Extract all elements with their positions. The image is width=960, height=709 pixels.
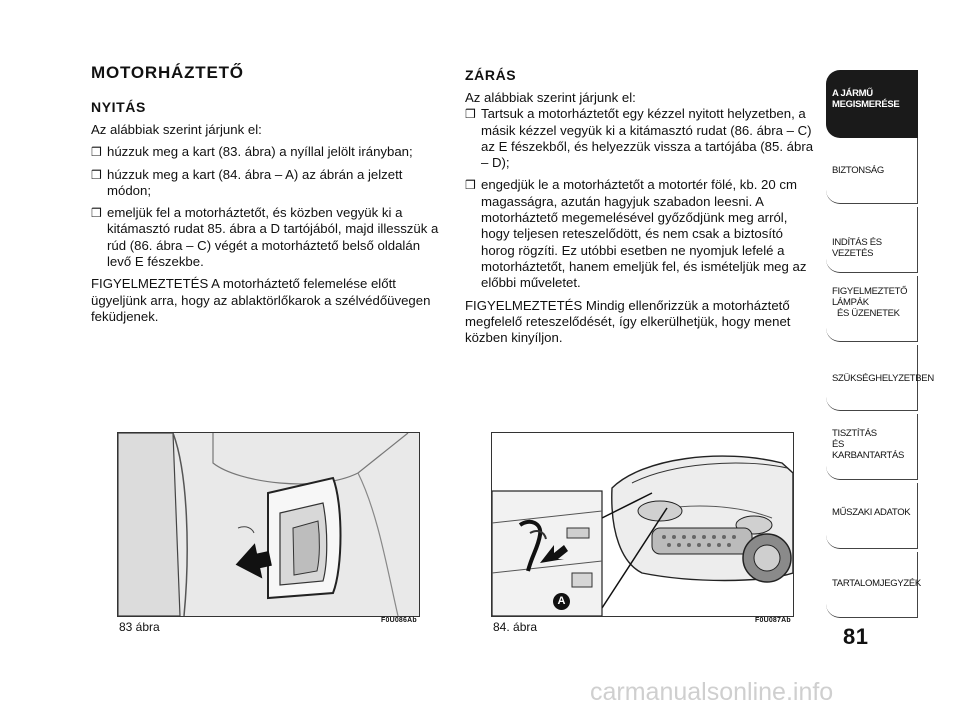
hood-release-lever-illustration <box>118 433 419 616</box>
subtitle-zaras: ZÁRÁS <box>465 67 517 83</box>
tab-tartalomjegyzek[interactable]: TARTALOMJEGYZÉK <box>826 552 918 618</box>
subtitle-nyitas: NYITÁS <box>91 99 146 115</box>
figure-caption: 84. ábra <box>493 620 538 634</box>
tab-figyelmezteto-lampak[interactable]: FIGYELMEZTETŐ LÁMPÁK ÉS ÜZENETEK <box>826 276 918 342</box>
tab-muszaki-adatok[interactable]: MŰSZAKI ADATOK <box>826 483 918 549</box>
checkbox-bullet-icon: ❒ <box>91 206 102 221</box>
tab-tisztitas-es-karbantartas[interactable]: TISZTÍTÁS ÉS KARBANTARTÁS <box>826 414 918 480</box>
car-hood-latch-illustration <box>492 433 793 616</box>
watermark-footer: carmanualsonline.info <box>590 678 834 706</box>
list-item: ❒ Tartsuk a motorháztetőt egy kézzel nyitott helyzetben, a másik kézzel vegyük ki a kitámasztó rudat (86. ábra – C) az E fészekből, és helyezzük vissza a tartójába (85. ábra – D); <box>465 106 814 171</box>
figure-83-image <box>117 432 420 617</box>
right-column <box>465 62 817 346</box>
figure-84-image <box>491 432 794 617</box>
checkbox-bullet-icon: ❒ <box>465 107 476 122</box>
checkbox-bullet-icon: ❒ <box>91 167 102 182</box>
left-column <box>91 62 443 325</box>
page-number: 81 <box>843 624 869 649</box>
list-item: ❒ húzzuk meg a kart (83. ábra) a nyíllal jelölt irányban; <box>91 144 413 160</box>
checkbox-bullet-icon: ❒ <box>465 178 476 193</box>
section-title: MOTORHÁZTETŐ <box>91 63 244 82</box>
list-item: ❒ húzzuk meg a kart (84. ábra – A) az ábrán a jelzett módon; <box>91 166 403 198</box>
warning-text: FIGYELMEZTETÉS A motorháztető felemelése előtt ügyeljünk arra, hogy az ablaktörlőkarok a szélvédőüvegen feküdjenek. <box>91 276 431 324</box>
warning-text: FIGYELMEZTETÉS Mindig ellenőrizzük a motorháztető megfelelő reteszelődését, így elkerülhetjük, hogy menet közben kinyíljon. <box>465 297 791 346</box>
tab-szukseghelyzetben[interactable]: SZÜKSÉGHELYZETBEN <box>826 345 918 411</box>
checkbox-bullet-icon: ❒ <box>91 145 102 160</box>
list-item: ❒ engedjük le a motorháztetőt a motortér fölé, kb. 20 cm magasságra, azután hagyjuk szabadon leesni. A motorháztető megemelésével győződjünk meg arról, hogy teljesen reteszelődött, és nem csak a biztosító horog rögzíti. Ez utóbbi esetben ne nyomjuk lefelé a motorháztetőt, hanem emeljük fel, és ismételjük meg az előbbi műveletet. <box>465 177 807 291</box>
intro-text: Az alábbiak szerint járjunk el: <box>465 90 636 105</box>
tab-inditas-es-vezetes[interactable]: INDÍTÁS ÉS VEZETÉS <box>826 207 918 273</box>
figure-code: F0U086Ab <box>381 617 417 624</box>
figure-caption: 83 ábra <box>119 620 160 634</box>
callout-marker-a: A <box>553 593 570 610</box>
intro-text: Az alábbiak szerint járjunk el: <box>91 122 262 137</box>
figure-code: F0U087Ab <box>755 617 791 624</box>
list-item: ❒ emeljük fel a motorháztetőt, és közben vegyük ki a kitámasztó rudat 85. ábra a D tartójából, majd illesszük a rúd (86. ábra – C) végét a motorháztető belső oldalán levő E fészekbe. <box>91 205 439 270</box>
tab-a-jarmu-megismerese[interactable]: A JÁRMŰ MEGISMERÉSE <box>826 70 918 138</box>
tab-biztonsag[interactable]: BIZTONSÁG <box>826 138 918 204</box>
